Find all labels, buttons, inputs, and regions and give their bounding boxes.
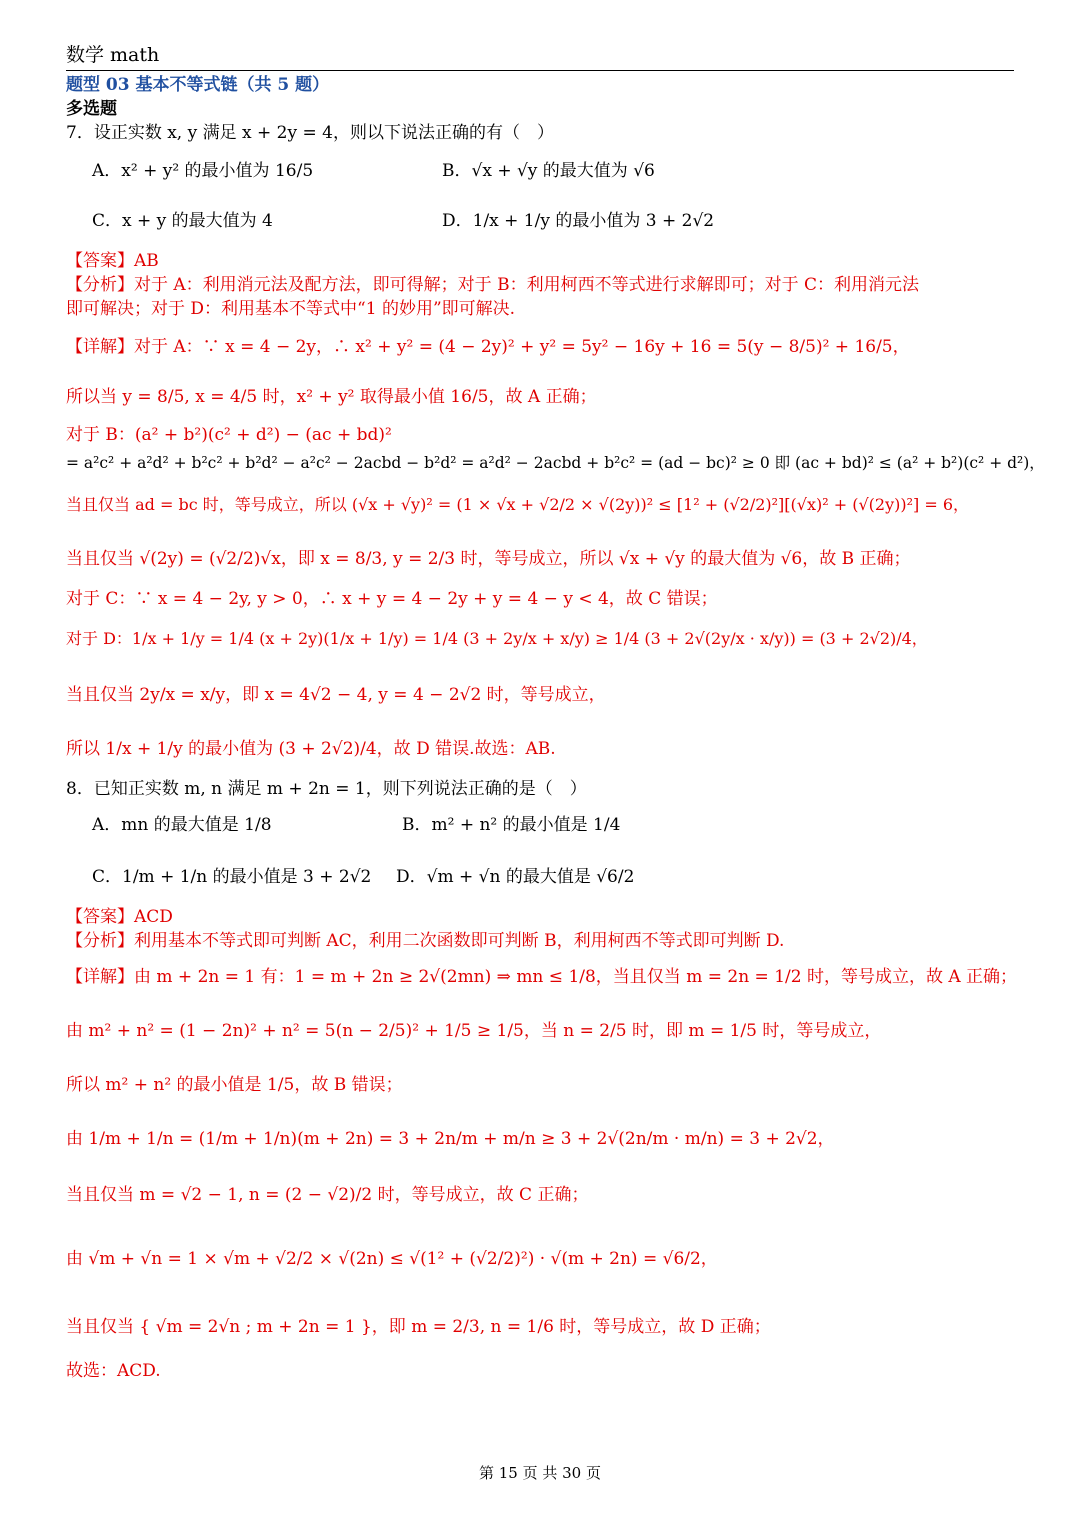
q8-option-d: D．√m + √n 的最大值是 √6/2 (396, 867, 635, 887)
header-rule (66, 70, 1014, 71)
q8-option-b: B．m² + n² 的最小值是 1/4 (402, 815, 621, 835)
q8-detail-7: 当且仅当 { √m = 2√n ; m + 2n = 1 }，即 m = 2/3, n = 1/6 时，等号成立，故 D 正确； (66, 1317, 771, 1337)
section-subtitle: 多选题 (66, 99, 117, 119)
q8-detail-4: 由 1/m + 1/n = (1/m + 1/n)(m + 2n) = 3 + 2n/m + m/n ≥ 3 + 2√(2n/m · m/n) = 3 + 2√2， (66, 1129, 835, 1149)
q7-detail-6: 当且仅当 √(2y) = (√2/2)√x，即 x = 8/3, y = 2/3 时，等号成立，所以 √x + √y 的最大值为 √6，故 B 正确； (66, 549, 911, 569)
q8-option-c: C．1/m + 1/n 的最小值是 3 + 2√2 (92, 867, 372, 887)
q7-option-a: A．x² + y² 的最小值为 16/5 (92, 161, 314, 181)
q8-option-a: A．mn 的最大值是 1/8 (92, 815, 272, 835)
q7-analysis-line2: 即可解决；对于 D：利用基本不等式中“1 的妙用”即可解决. (66, 299, 516, 319)
q7-option-d: D．1/x + 1/y 的最小值为 3 + 2√2 (442, 211, 715, 231)
q7-detail-2: 所以当 y = 8/5, x = 4/5 时，x² + y² 取得最小值 16/5，故 A 正确； (66, 387, 597, 407)
q8-detail-3: 所以 m² + n² 的最小值是 1/5，故 B 错误； (66, 1075, 403, 1095)
q8-detail-1: 【详解】由 m + 2n = 1 有：1 = m + 2n ≥ 2√(2mn) ⇒ mn ≤ 1/8，当且仅当 m = 2n = 1/2 时，等号成立，故 A 正确； (66, 967, 1018, 987)
q7-option-c: C．x + y 的最大值为 4 (92, 211, 273, 231)
section-title: 题型 03 基本不等式链（共 5 题） (66, 75, 330, 95)
q7-answer: 【答案】AB (66, 251, 159, 271)
q7-detail-1: 【详解】对于 A：∵ x = 4 − 2y，∴ x² + y² = (4 − 2y)² + y² = 5y² − 16y + 16 = 5(y − 8/5)² + 16/5， (66, 337, 910, 357)
q7-stem: 7．设正实数 x, y 满足 x + 2y = 4，则以下说法正确的有（ ） (66, 123, 554, 143)
q8-detail-6: 由 √m + √n = 1 × √m + √2/2 × √(2n) ≤ √(1² + (√2/2)²) · √(m + 2n) = √6/2， (66, 1249, 718, 1269)
page-header-title: 数学 math (66, 44, 160, 66)
q7-detail-3: 对于 B：(a² + b²)(c² + d²) − (ac + bd)² (66, 425, 392, 445)
q8-detail-8: 故选：ACD. (66, 1361, 161, 1381)
q8-analysis: 【分析】利用基本不等式即可判断 AC，利用二次函数即可判断 B，利用柯西不等式即可判断 D. (66, 931, 785, 951)
q8-answer: 【答案】ACD (66, 907, 173, 927)
q7-option-b: B．√x + √y 的最大值为 √6 (442, 161, 655, 181)
q7-detail-8: 对于 D：1/x + 1/y = 1/4 (x + 2y)(1/x + 1/y) = 1/4 (3 + 2y/x + x/y) ≥ 1/4 (3 + 2√(2y/x · x/y)) = (3 + 2√2)/4， (66, 629, 928, 648)
q7-detail-4: = a²c² + a²d² + b²c² + b²d² − a²c² − 2acbd − b²d² = a²d² − 2acbd + b²c² = (ad − bc)² ≥ 0 即 (ac + bd)² ≤ (a² + b²)(c² + d²)， (66, 454, 1045, 472)
q7-detail-10: 所以 1/x + 1/y 的最小值为 (3 + 2√2)/4，故 D 错误.故选：AB. (66, 739, 556, 759)
q7-detail-9: 当且仅当 2y/x = x/y，即 x = 4√2 − 4, y = 4 − 2√2 时，等号成立， (66, 685, 606, 705)
q7-analysis-line1: 【分析】对于 A：利用消元法及配方法，即可得解；对于 B：利用柯西不等式进行求解即可；对于 C：利用消元法 (66, 275, 919, 295)
q8-detail-2: 由 m² + n² = (1 − 2n)² + n² = 5(n − 2/5)² + 1/5 ≥ 1/5，当 n = 2/5 时，即 m = 1/5 时，等号成立， (66, 1021, 882, 1041)
q7-detail-7: 对于 C：∵ x = 4 − 2y, y > 0，∴ x + y = 4 − 2y + y = 4 − y < 4，故 C 错误； (66, 589, 718, 609)
page-footer: 第 15 页 共 30 页 (478, 1464, 601, 1482)
q8-stem: 8．已知正实数 m, n 满足 m + 2n = 1，则下列说法正确的是（ ） (66, 779, 587, 799)
q7-detail-5: 当且仅当 ad = bc 时，等号成立，所以 (√x + √y)² = (1 × √x + √2/2 × √(2y))² ≤ [1² + (√2/2)²][(√x)² + (√(2y))²] = 6， (66, 495, 970, 514)
q8-detail-5: 当且仅当 m = √2 − 1, n = (2 − √2)/2 时，等号成立，故 C 正确； (66, 1185, 589, 1205)
